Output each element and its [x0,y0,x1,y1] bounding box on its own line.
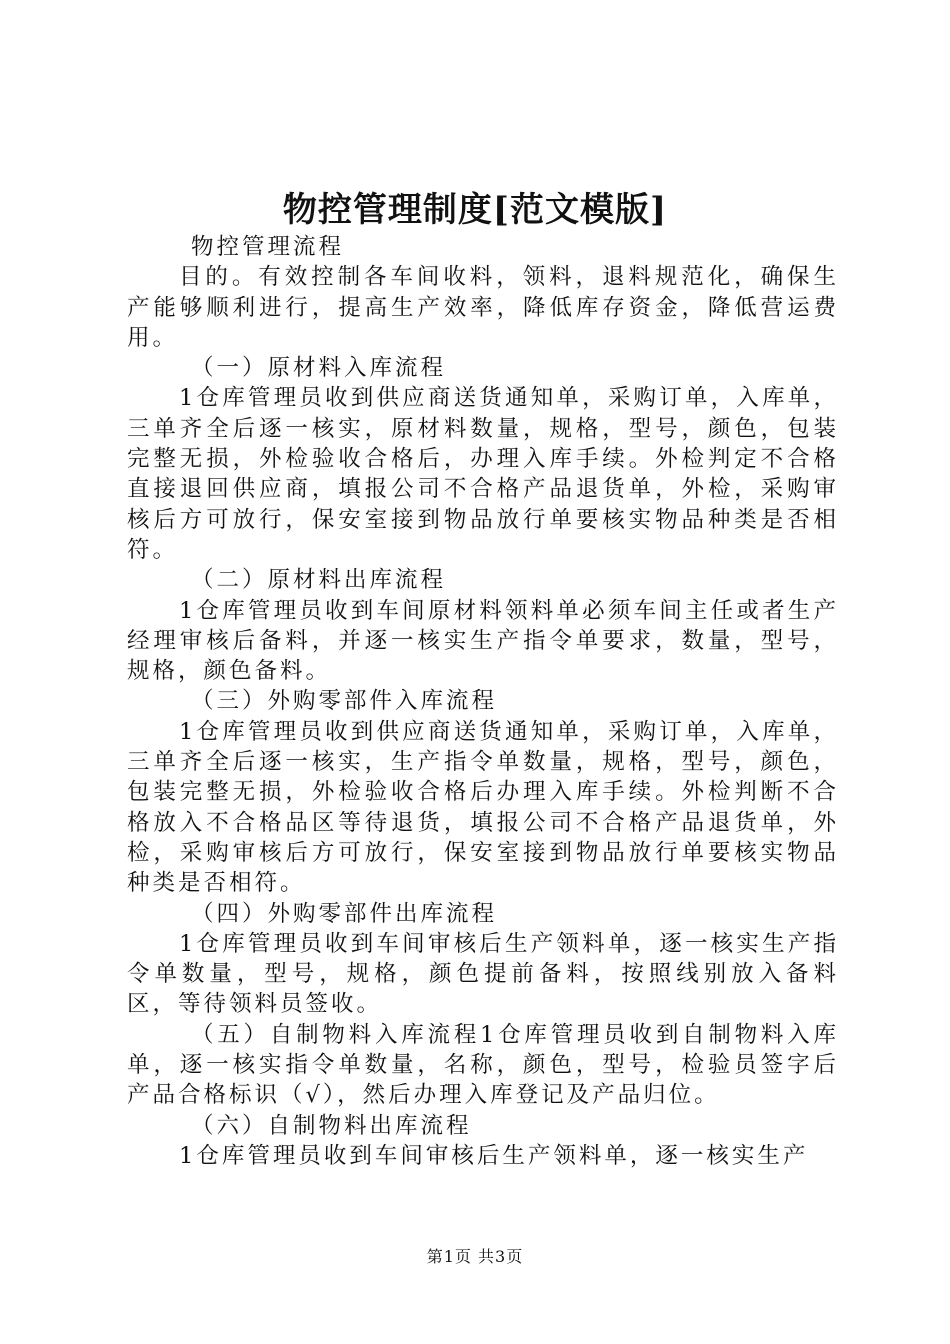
paragraph: 1仓库管理员收到车间审核后生产领料单，逐一核实生产指令单数量，型号，规格，颜色提前备料，按照线别放入备料区，等待领料员签收。 [127,930,839,1018]
section-heading: （二）原材料出库流程 [191,567,447,594]
paragraph: 1仓库管理员收到车间原材料领料单必须车间主任或者生产经理审核后备料，并逐一核实生产指令单要求，数量，型号，规格，颜色备料。 [127,597,839,685]
paragraph: 1仓库管理员收到供应商送货通知单，采购订单，入库单，三单齐全后逐一核实，原材料数量，规格，型号，颜色，包装完整无损，外检验收合格后，办理入库手续。外检判定不合格直接退回供应商，填报公司不合格产品退货单，外检，采购审核后方可放行，保安室接到物品放行单要核实物品种类是否相符。 [127,385,839,563]
section-heading: （三）外购零部件入库流程 [191,688,498,715]
section-heading: （五）自制物料入库流程1仓库管理员收到自制物料入库单，逐一核实指令单数量，名称，颜色，型号，检验员签字后产品合格标识（√），然后办理入库登记及产品归位。 [127,1021,839,1109]
section-heading: （六）自制物料出库流程 [191,1112,472,1139]
paragraph: 1仓库管理员收到车间审核后生产领料单，逐一核实生产 [179,1142,809,1169]
document-title: 物控管理制度[范文模版] [282,190,668,230]
section-heading: （一）原材料入库流程 [191,355,447,382]
document-body [127,232,839,1171]
section-heading: （四）外购零部件出库流程 [191,900,498,927]
page-number-footer: 第1页 共3页 [426,1247,524,1266]
paragraph: 目的。有效控制各车间收料，领料，退料规范化，确保生产能够顺利进行，提高生产效率，降低库存资金，降低营运费用。 [127,264,839,351]
paragraph: 1仓库管理员收到供应商送货通知单，采购订单，入库单，三单齐全后逐一核实，生产指令单数量，规格，型号，颜色，包装完整无损，外检验收合格后办理入库手续。外检判断不合格放入不合格品区等待退货，填报公司不合格产品退货单，外检，采购审核后方可放行，保安室接到物品放行单要核实物品种类是否相符。 [127,718,839,897]
paragraph-heading: 物控管理流程 [191,234,345,260]
